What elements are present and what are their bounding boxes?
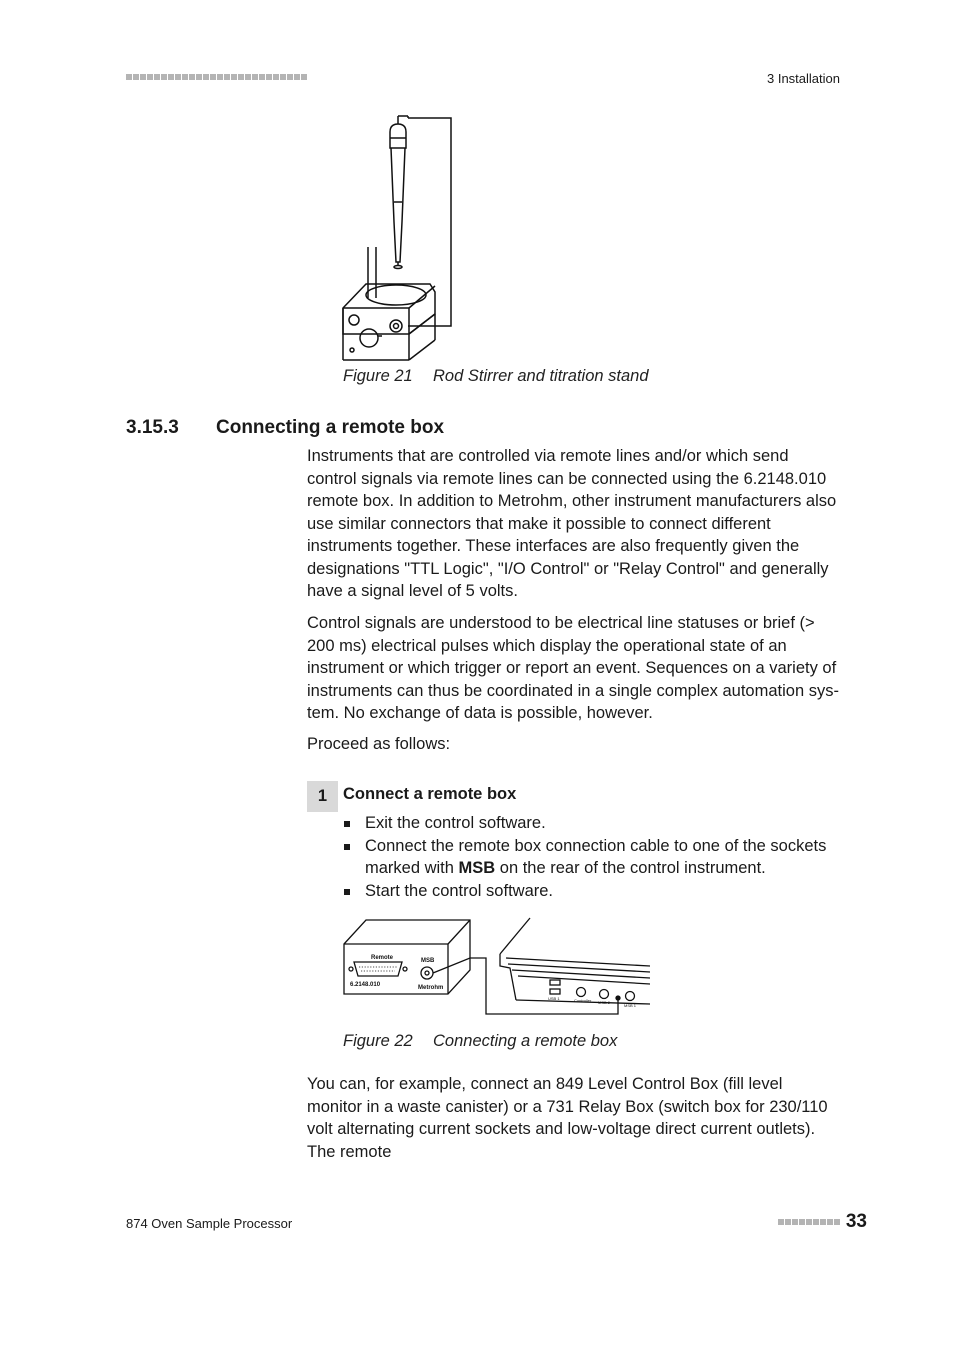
footer-decoration [778, 1219, 840, 1225]
figure-22-number: Figure 22 [343, 1032, 413, 1050]
paragraph-1-text: Instruments that are controlled via remote lines and/or which send control signals via remote lines can be connected using the 6.2148.010 remote box. In addition to Metrohm, other instrument manufacturers also use similar connectors that make it possible to connect different instruments together. These interfaces are also frequently given the designations "TTL Logic", "I/O Control" or "Relay Control" and generally have a signal level of 5 volts. [307, 447, 837, 600]
list-item [343, 835, 843, 880]
figure-22-title: Connecting a remote box [433, 1032, 618, 1050]
section-title: Connecting a remote box [216, 417, 445, 438]
msb-label: MSB [458, 859, 496, 877]
paragraph-intro [307, 445, 842, 603]
list-item-text: Connect the remote box connection cable to one of the sockets marked with [365, 836, 827, 877]
paragraph-examples-text: You can, for example, connect an 849 Level Control Box (fill level monitor in a waste canister) or a 731 Relay Box (switch box for 230/110 volt alternating current sockets and low-voltage direct current outlets). The remote [307, 1075, 828, 1161]
remote-box-connection-illustration [340, 914, 650, 1020]
step-instructions-list [343, 812, 843, 902]
port-label-msb2: MSB 2 [598, 1000, 611, 1005]
list-item: Start the control software. [343, 880, 843, 903]
figure-21-number: Figure 21 [343, 367, 413, 385]
msb-socket-label: MSB [421, 958, 435, 964]
rod-stirrer-illustration [338, 112, 458, 364]
port-label-usb1: USB 1 [548, 996, 560, 1001]
paragraph-examples [307, 1073, 842, 1163]
paragraph-proceed [307, 733, 842, 756]
figure-21-title: Rod Stirrer and titration stand [433, 367, 649, 385]
step-number-badge: 1 [307, 781, 338, 812]
port-label-msb1: MSB 1 [624, 1003, 637, 1008]
port-label-controller: Controller [574, 998, 592, 1003]
header-chapter: 3 Installation [767, 71, 840, 86]
footer-page-number-area [778, 1211, 867, 1233]
figure-22-caption [343, 1032, 617, 1051]
figure-21-caption [343, 367, 649, 386]
brand-label: Metrohm [418, 985, 444, 991]
section-number: 3.15.3 [126, 417, 179, 438]
footer-product-name: 874 Oven Sample Processor [126, 1216, 293, 1231]
section-heading [126, 417, 444, 439]
page-number: 33 [845, 1211, 867, 1232]
paragraph-3-text: Proceed as follows: [307, 735, 451, 753]
part-number-label: 6.2148.010 [350, 982, 381, 988]
list-item-text: on the rear of the control instrument. [495, 859, 766, 877]
step-title: Connect a remote box [343, 785, 517, 803]
list-item: Exit the control software. [343, 812, 843, 835]
paragraph-2-text: Control signals are understood to be electrical line statuses or brief (> 200 ms) electrical pulses which display the operational state of an instrument or which trigger or report an event. Sequences on a variety of instruments can thus be coordinated in a single complex automation system. No exchange of data is possible, however. [307, 614, 839, 722]
header-decoration [126, 74, 307, 82]
remote-socket-label: Remote [371, 955, 394, 961]
paragraph-control-signals [307, 612, 842, 725]
